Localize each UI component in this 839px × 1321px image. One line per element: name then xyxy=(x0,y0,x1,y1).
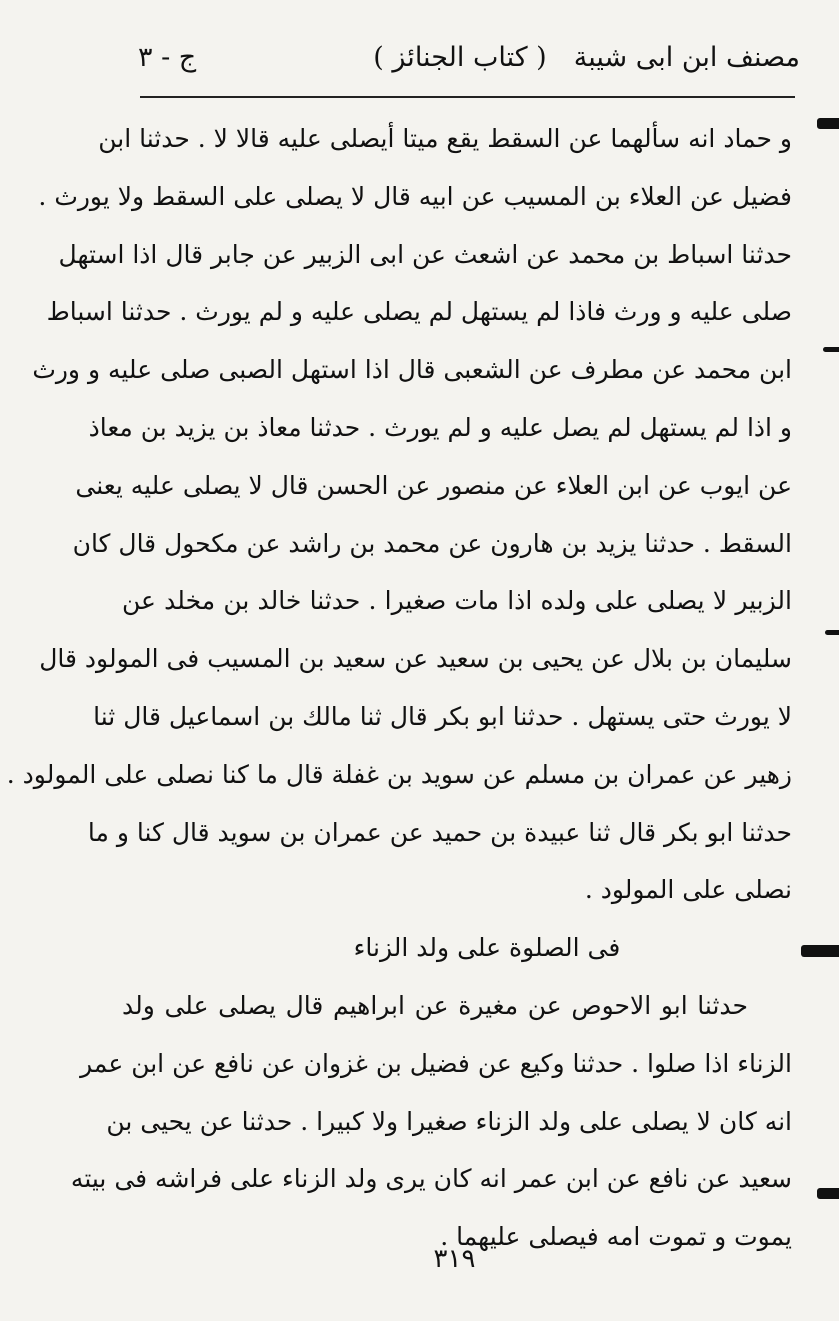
margin-mark xyxy=(823,347,839,352)
text-line: حدثنا ابو بكر قال ثنا عبيدة بن حميد عن عمران بن سويد قال كنا و ما xyxy=(87,817,792,847)
text-line: الزبير لا يصلى على ولده اذا مات صغيرا . حدثنا خالد بن مخلد عن xyxy=(122,586,792,616)
text-line: حدثنا ابو الاحوص عن مغيرة عن ابراهيم قال يصلى على ولد xyxy=(122,990,748,1020)
text-line: انه كان لا يصلى على ولد الزناء صغيرا ولا كبيرا . حدثنا عن يحيى بن xyxy=(106,1106,792,1136)
margin-mark xyxy=(817,118,839,129)
text-line: نصلى على المولود . xyxy=(584,875,792,905)
text-line: السقط . حدثنا يزيد بن هارون عن محمد بن راشد عن مكحول قال كان xyxy=(72,528,792,558)
header-rule xyxy=(140,96,795,98)
text-line: عن ايوب عن ابن العلاء عن منصور عن الحسن قال لا يصلى عليه يعنى xyxy=(75,470,792,500)
text-line: يموت و تموت امه فيصلى عليهما . xyxy=(440,1222,792,1252)
section-title: ( كتاب الجنائز ) xyxy=(373,42,547,73)
margin-mark xyxy=(825,630,839,635)
section-heading: فى الصلوة على ولد الزناء xyxy=(353,933,621,963)
text-line: و اذا لم يستهل لم يصل عليه و لم يورث . حدثنا معاذ بن يزيد بن معاذ xyxy=(88,412,792,442)
running-header xyxy=(120,42,800,92)
margin-mark xyxy=(817,1188,839,1199)
margin-mark xyxy=(801,945,839,957)
text-line: سعيد عن نافع عن ابن عمر انه كان يرى ولد الزناء على فراشه فى بيته xyxy=(70,1164,792,1194)
text-line: فضيل عن العلاء بن المسيب عن ابيه قال لا يصلى على السقط ولا يورث . xyxy=(38,181,792,211)
volume-number: ج - ٣ xyxy=(138,42,197,73)
text-line: لا يورث حتى يستهل . حدثنا ابو بكر قال ثنا مالك بن اسماعيل قال ثنا xyxy=(93,701,792,731)
text-line: زهير عن عمران بن مسلم عن سويد بن غفلة قال ما كنا نصلى على المولود . xyxy=(6,759,792,789)
text-line: الزناء اذا صلوا . حدثنا وكيع عن فضيل بن غزوان عن نافع عن ابن عمر xyxy=(80,1048,792,1078)
page-number: ٣١٩ xyxy=(433,1244,476,1274)
page-text xyxy=(6,110,792,1266)
text-line: و حماد انه سألهما عن السقط يقع ميتا أيصلى عليه قالا لا . حدثنا ابن xyxy=(98,124,792,153)
text-line: حدثنا اسباط بن محمد عن اشعث عن ابى الزبير عن جابر قال اذا استهل xyxy=(58,239,792,269)
text-line: صلى عليه و ورث فاذا لم يستهل لم يصلى عليه و لم يورث . حدثنا اسباط xyxy=(46,297,792,327)
book-title: مصنف ابن ابى شيبة xyxy=(573,42,800,73)
text-line: ابن محمد عن مطرف عن الشعبى قال اذا استهل الصبى صلى عليه و ورث xyxy=(32,355,792,385)
text-line: سليمان بن بلال عن يحيى بن سعيد عن سعيد بن المسيب فى المولود قال xyxy=(39,644,792,674)
